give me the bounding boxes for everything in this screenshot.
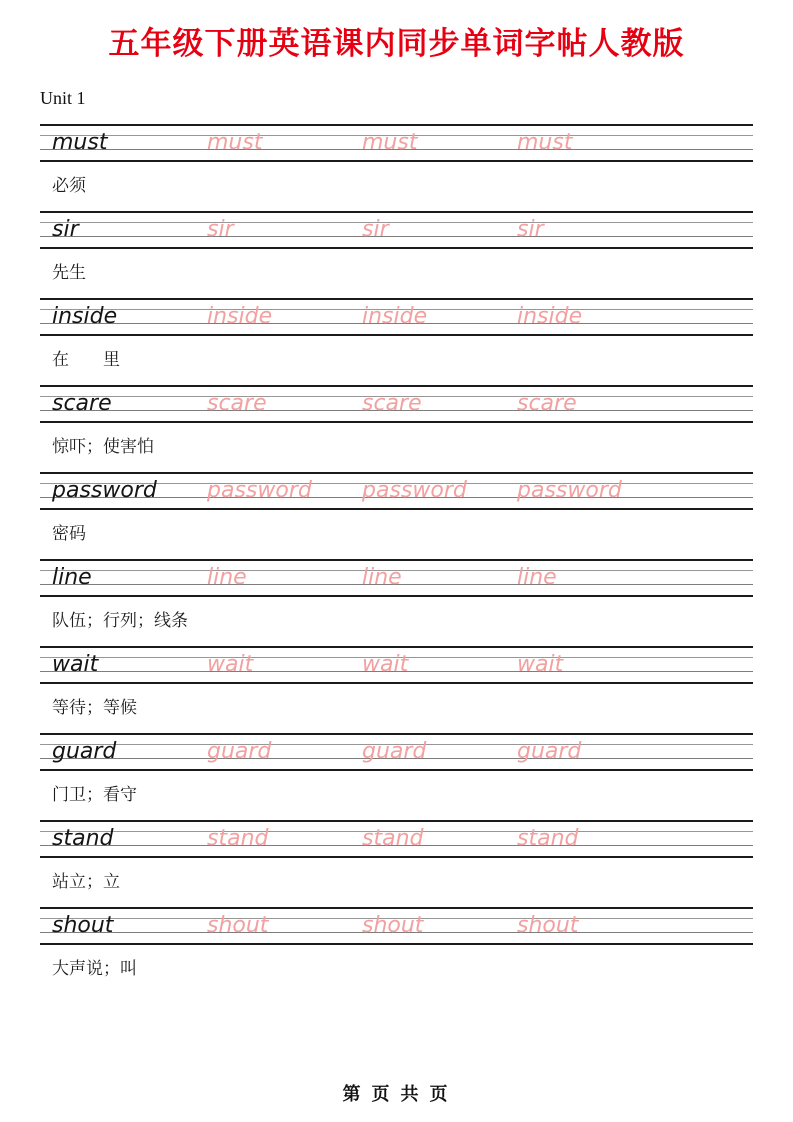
writing-guide-lines [40, 124, 753, 162]
word-trace-2: line [362, 565, 402, 590]
word-entry [40, 733, 753, 820]
word-row [40, 219, 753, 241]
word-trace-1: scare [207, 391, 267, 416]
word-trace-3: inside [517, 304, 583, 329]
word-trace-2: guard [362, 739, 427, 764]
word-trace-3: password [517, 478, 622, 503]
word-row [40, 480, 753, 502]
word-trace-3: wait [517, 652, 564, 677]
word-meaning: 站立；立 [52, 872, 120, 892]
word-meaning: 先生 [52, 263, 86, 283]
word-meaning: 惊吓；使害怕 [52, 437, 154, 457]
word-trace-1: sir [207, 217, 234, 242]
word-entry [40, 559, 753, 646]
writing-guide-lines [40, 820, 753, 858]
word-trace-2: must [362, 130, 418, 155]
word-trace-1: line [207, 565, 247, 590]
word-row [40, 393, 753, 415]
word-row [40, 654, 753, 676]
word-meaning: 队伍；行列；线条 [52, 611, 188, 631]
word-entry [40, 646, 753, 733]
word-trace-1: stand [207, 826, 269, 851]
word-trace-2: inside [362, 304, 428, 329]
word-main: wait [52, 652, 99, 677]
word-trace-1: shout [207, 913, 269, 938]
word-row [40, 132, 753, 154]
writing-guide-lines [40, 646, 753, 684]
word-meaning: 在 里 [52, 350, 120, 370]
word-entry [40, 124, 753, 211]
word-trace-3: guard [517, 739, 582, 764]
word-meaning: 必须 [52, 176, 86, 196]
word-trace-2: stand [362, 826, 424, 851]
word-entry [40, 211, 753, 298]
word-main: sir [52, 217, 79, 242]
word-trace-2: wait [362, 652, 409, 677]
word-main: guard [52, 739, 117, 764]
word-main: must [52, 130, 108, 155]
word-main: line [52, 565, 92, 590]
word-trace-3: must [517, 130, 573, 155]
word-row [40, 828, 753, 850]
page-title: 五年级下册英语课内同步单词字帖人教版 [108, 26, 685, 61]
writing-guide-lines [40, 211, 753, 249]
word-main: stand [52, 826, 114, 851]
word-trace-3: sir [517, 217, 544, 242]
word-trace-3: scare [517, 391, 577, 416]
word-trace-1: wait [207, 652, 254, 677]
word-main: shout [52, 913, 114, 938]
writing-guide-lines [40, 298, 753, 336]
word-trace-2: scare [362, 391, 422, 416]
word-meaning: 大声说；叫 [52, 959, 137, 979]
word-meaning: 门卫；看守 [52, 785, 137, 805]
word-trace-1: password [207, 478, 312, 503]
word-row [40, 306, 753, 328]
word-entry [40, 472, 753, 559]
word-meaning: 等待；等候 [52, 698, 137, 718]
word-row [40, 741, 753, 763]
word-trace-3: line [517, 565, 557, 590]
word-trace-1: must [207, 130, 263, 155]
page-footer: 第 页 共 页 [342, 1084, 451, 1104]
word-trace-2: password [362, 478, 467, 503]
writing-guide-lines [40, 733, 753, 771]
word-trace-3: stand [517, 826, 579, 851]
word-entry [40, 820, 753, 907]
word-trace-1: inside [207, 304, 273, 329]
word-row [40, 915, 753, 937]
writing-guide-lines [40, 907, 753, 945]
word-row [40, 567, 753, 589]
word-main: scare [52, 391, 112, 416]
word-entry [40, 907, 753, 994]
word-entry [40, 385, 753, 472]
word-list [40, 124, 753, 994]
word-trace-3: shout [517, 913, 579, 938]
word-trace-2: sir [362, 217, 389, 242]
word-main: inside [52, 304, 118, 329]
unit-label: Unit 1 [40, 88, 86, 108]
word-main: password [52, 478, 157, 503]
word-meaning: 密码 [52, 524, 86, 544]
writing-guide-lines [40, 559, 753, 597]
writing-guide-lines [40, 385, 753, 423]
word-trace-2: shout [362, 913, 424, 938]
writing-guide-lines [40, 472, 753, 510]
word-trace-1: guard [207, 739, 272, 764]
word-entry [40, 298, 753, 385]
